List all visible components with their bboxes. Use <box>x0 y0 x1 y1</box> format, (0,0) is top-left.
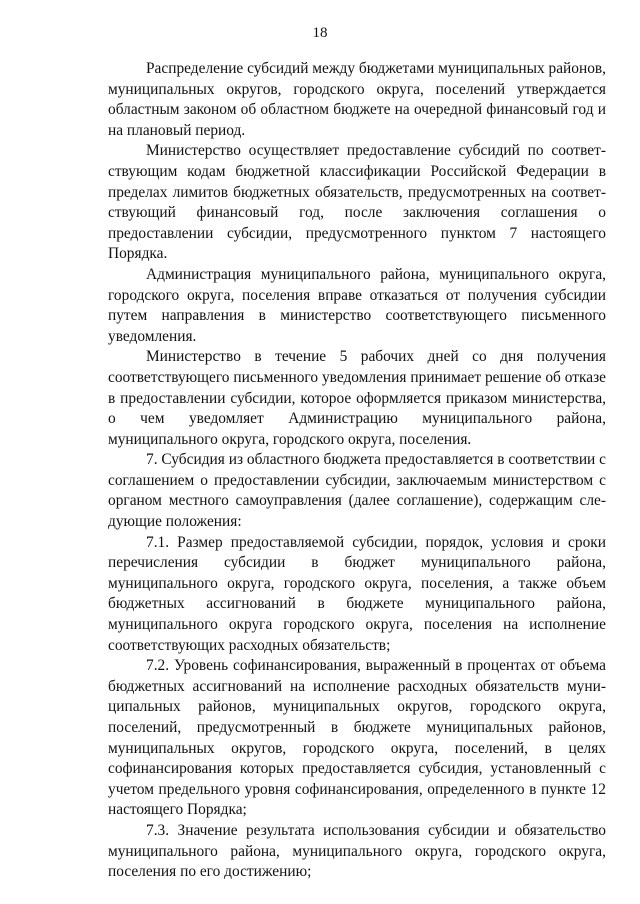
paragraph-ministry-provision: Министерство осуществляет предоставление субсидий по соответствующим кодам бюджетной классификации Российской Федерации в пределах лимитов бюджетных обязательств, предусмотренных на соответствующий финансовый год, после заключения соглашения о предоставлении субсидии, предусмотренного пунктом 7 настоящего Порядка. <box>108 142 606 263</box>
paragraph-item-7-3: 7.3. Значение результата использования субсидии и обязательство муниципального района, муниципального округа, городского округа, поселения по его достижению; <box>108 821 606 881</box>
paragraph-item-7-2: 7.2. Уровень софинансирования, выраженный в процентах от объема бюджетных ассигнований на исполнение расходных обязательств муниципальных районов, муниципальных округов, городского округа, поселений, предусмотренный в бюджете муниципальных районов, муниципальных округов, городского округа, поселений, в целях софинансирования которых предоставляется субсидия, установленный с учетом предельного уровня софинансирования, определенного в пункте 12 настоящего Порядка; <box>108 657 606 819</box>
document-body <box>108 59 606 883</box>
paragraph-administration-refusal: Администрация муниципального района, муниципального округа, городского округа, поселения вправе отказаться от получения субсидии путем направления в министерство соответствующего письменного уведомления. <box>108 265 606 345</box>
paragraph-subsidy-distribution: Распределение субсидий между бюджетами муниципальных районов, муниципальных округов, городского округа, поселений утверждается областным законом об областном бюджете на очередной финансовый год и на плановый период. <box>108 60 606 139</box>
paragraph-item-7: 7. Субсидия из областного бюджета предоставляется в соответствии с соглашением о предоставлении субсидии, заключаемым министерством с органом местного самоуправления (далее соглашение), содержащим следующие положения: <box>108 451 606 531</box>
page-number: 18 <box>312 25 328 41</box>
paragraph-item-7-1: 7.1. Размер предоставляемой субсидии, порядок, условия и сроки перечисления субсидии в бюджет муниципального района, муниципального округа, городского округа, поселения, а также объем бюджетных ассигнований в бюджете муниципального района, муниципального округа городского округа, поселения на исполнение соответствующих расходных обязательств; <box>108 533 606 654</box>
paragraph-refusal-decision: Министерство в течение 5 рабочих дней со дня получения соответствующего письменного уведомления принимает решение об отказе в предоставлении субсидии, которое оформляется приказом министерства, о чем уведомляет Администрацию муниципального района, муниципального округа, городского округа, поселения. <box>108 348 606 448</box>
